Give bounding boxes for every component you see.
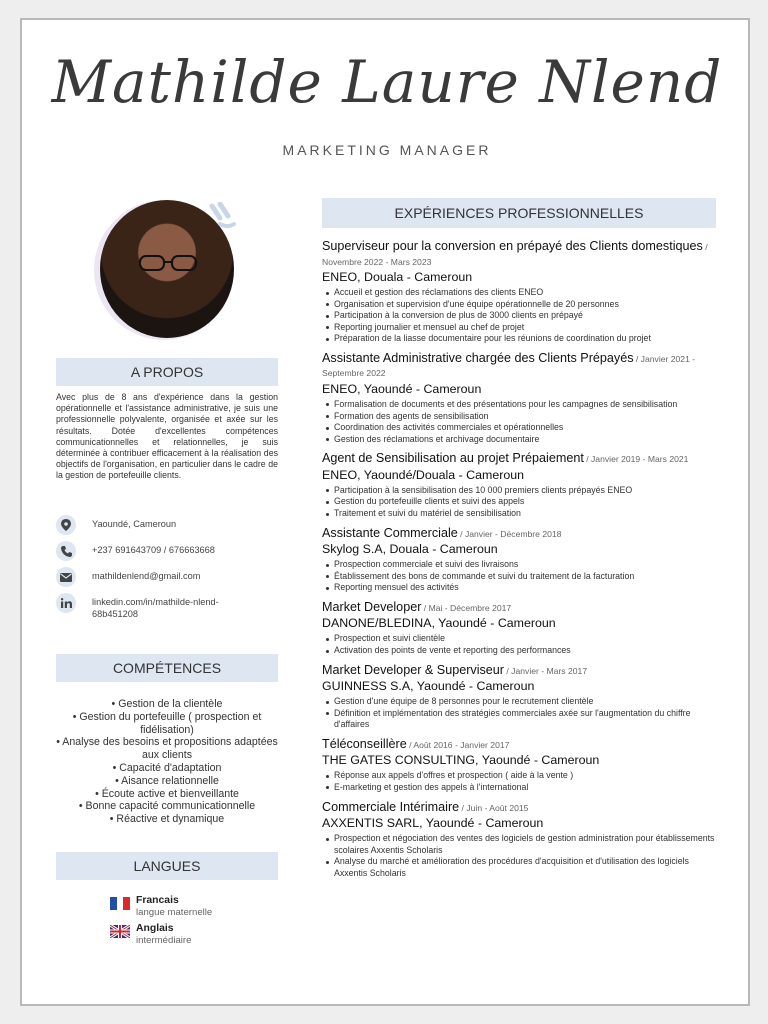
job-bullet: Reporting journalier et mensuel au chef de projet	[326, 322, 718, 334]
language-name: Francais	[136, 895, 179, 906]
skill-item: • Réactive et dynamique	[109, 813, 225, 826]
job-title: Téléconseillère	[322, 736, 407, 751]
job-bullet: Coordination des activités commerciales et opérationnelles	[326, 422, 718, 434]
job-bullet: Gestion d'une équipe de 8 personnes pour le recrutement clientèle	[326, 696, 718, 708]
job-company: THE GATES CONSULTING, Yaoundé - Cameroun	[322, 753, 600, 768]
job-dates: / Août 2016 - Janvier 2017	[406, 739, 510, 750]
job-title: Superviseur pour la conversion en prépayé des Clients domestiques	[322, 239, 703, 253]
job-dates: / Janvier - Mars 2017	[504, 665, 588, 676]
contact-linkedin-text: linkedin.com/in/mathilde-nlend-68b451208	[92, 597, 219, 619]
job-bullet: Participation à la sensibilisation des 10 000 premiers clients prépayés ENEO	[326, 485, 718, 497]
skill-item: • Capacité d'adaptation	[112, 761, 222, 774]
job-bullet: E-marketing et gestion des appels à l'international	[326, 782, 718, 794]
linkedin-icon	[56, 593, 76, 613]
job-company: ENEO, Douala - Cameroun	[322, 270, 473, 284]
contact-location	[56, 515, 278, 535]
job-dates: / Janvier - Décembre 2018	[457, 528, 562, 539]
job-role: MARKETING MANAGER	[282, 142, 492, 158]
job-company: ENEO, Yaoundé/Douala - Cameroun	[322, 467, 525, 482]
job-bullet: Définition et implémentation des stratégies commerciales axée sur l'augmentation du chiffre d'affaires	[326, 708, 718, 731]
job-company: ENEO, Yaoundé - Cameroun	[322, 381, 482, 396]
uk-flag-icon	[110, 925, 130, 938]
contact-email-text: mathildenlend@gmail.com	[92, 571, 201, 581]
job-bullet: Organisation et supervision d'une équipe opérationnelle de 20 personnes	[326, 299, 718, 311]
job-bullet: Formalisation de documents et des présentations pour les campagnes de sensibilisation	[326, 399, 718, 411]
section-title-experience: EXPÉRIENCES PROFESSIONNELLES	[322, 198, 716, 228]
job-company: DANONE/BLEDINA, Yaoundé - Cameroun	[322, 616, 556, 631]
job-dates: / Janvier 2021 - Septembre 2022	[322, 353, 696, 379]
job-dates: / Mai - Décembre 2017	[421, 602, 512, 613]
envelope-icon	[56, 567, 76, 587]
skill-item: • Aisance relationnelle	[115, 774, 219, 787]
job-bullet: Prospection et suivi clientèle	[326, 633, 718, 645]
job-title: Commerciale Intérimaire	[322, 799, 460, 814]
job-dates: / Novembre 2022 - Mars 2023	[322, 242, 708, 267]
language-name: Anglais	[136, 923, 174, 934]
job-bullet: Activation des points de vente et reporting des performances	[326, 645, 718, 657]
resume-page	[20, 18, 750, 1006]
glasses-icon	[138, 254, 198, 272]
job-title: Assistante Administrative chargée des Clients Prépayés	[322, 350, 634, 365]
job-bullet: Gestion du portefeuille clients et suivi des appels	[326, 496, 718, 508]
job-title: Market Developer & Superviseur	[322, 662, 504, 677]
job-company: AXXENTIS SARL, Yaoundé - Cameroun	[322, 816, 544, 831]
phone-icon	[56, 541, 76, 561]
job-title: Assistante Commerciale	[322, 525, 458, 540]
about-text: Avec plus de 8 ans d'expérience dans la gestion opérationnelle et l'assistance administrative, je suis une professionnelle polyvalente, organisée et axée sur les résultats. Dotée d'excellentes compétences communicationnelles et relationnelles, je suis déterminée à contribuer efficacement à la réalisation des objectifs de l'organisation, en particulier dans le cadre de la gestion de portefeuille clients.	[56, 392, 278, 481]
job-entry	[322, 801, 718, 880]
section-title-languages: LANGUES	[56, 852, 278, 880]
job-dates: / Juin - Août 2015	[459, 802, 529, 813]
profile-photo	[94, 200, 234, 340]
job-entry	[322, 452, 718, 519]
section-title-skills: COMPÉTENCES	[56, 654, 278, 682]
skill-item: • Écoute active et bienveillante	[95, 787, 239, 800]
experience-list	[322, 240, 718, 886]
job-entry	[322, 664, 718, 731]
job-title: Market Developer	[322, 599, 422, 614]
contact-phone	[56, 541, 278, 561]
contact-location-text: Yaoundé, Cameroun	[92, 519, 177, 529]
job-company: Skylog S.A, Douala - Cameroun	[322, 542, 498, 557]
job-entry	[322, 601, 718, 657]
job-company: GUINNESS S.A, Yaoundé - Cameroun	[322, 679, 535, 694]
job-bullet: Traitement et suivi du matériel de sensibilisation	[326, 508, 718, 520]
skills-list	[56, 698, 278, 826]
skill-item: • Gestion du portefeuille ( prospection et fidélisation)	[72, 710, 262, 736]
job-entry	[322, 527, 718, 594]
job-bullet: Prospection et négociation des ventes des logiciels de gestion administration pour établissements scolaires Axxentis Scholaris	[326, 833, 718, 856]
skill-item: • Gestion de la clientèle	[111, 698, 223, 710]
job-bullet: Prospection commerciale et suivi des livraisons	[326, 559, 718, 571]
contact-phone-text: +237 691643709 / 676663668	[92, 545, 215, 555]
france-flag-icon	[110, 897, 130, 910]
job-bullet: Accueil et gestion des réclamations des clients ENEO	[326, 287, 718, 299]
skill-item: • Bonne capacité communicationnelle	[78, 800, 256, 813]
job-bullet: Établissement des bons de commande et suivi du traitement de la facturation	[326, 571, 718, 583]
decorative-strokes-icon	[206, 202, 236, 232]
contact-email	[56, 567, 278, 587]
job-bullet: Participation à la conversion de plus de 3000 clients en prépayé	[326, 310, 718, 322]
job-entry	[322, 738, 718, 794]
job-dates: / Janvier 2019 - Mars 2021	[583, 454, 689, 465]
job-entry	[322, 352, 718, 445]
language-level: langue maternelle	[136, 907, 213, 918]
location-pin-icon	[56, 515, 76, 535]
job-bullet: Gestion des réclamations et archivage documentaire	[326, 434, 718, 446]
language-french	[110, 895, 212, 918]
skill-item: • Analyse des besoins et propositions adaptées aux clients	[56, 736, 278, 762]
job-bullet: Préparation de la liasse documentaire pour les réunions de coordination du projet	[326, 333, 718, 345]
job-entry	[322, 240, 718, 345]
language-english	[110, 923, 191, 946]
job-title: Agent de Sensibilisation au projet Prépaiement	[322, 451, 584, 466]
section-title-about: A PROPOS	[56, 358, 278, 386]
language-level: intermédiaire	[136, 935, 192, 946]
job-bullet: Réponse aux appels d'offres et prospection ( aide à la vente )	[326, 770, 718, 782]
job-bullet: Analyse du marché et amélioration des procédures d'acquisition et d'utilisation des logiciels Axxentis Scholaris	[326, 856, 718, 879]
candidate-name: Mathilde Laure Nlend	[51, 48, 723, 116]
job-bullet: Reporting mensuel des activités	[326, 582, 718, 594]
job-bullet: Formation des agents de sensibilisation	[326, 411, 718, 423]
contact-linkedin	[56, 593, 278, 620]
